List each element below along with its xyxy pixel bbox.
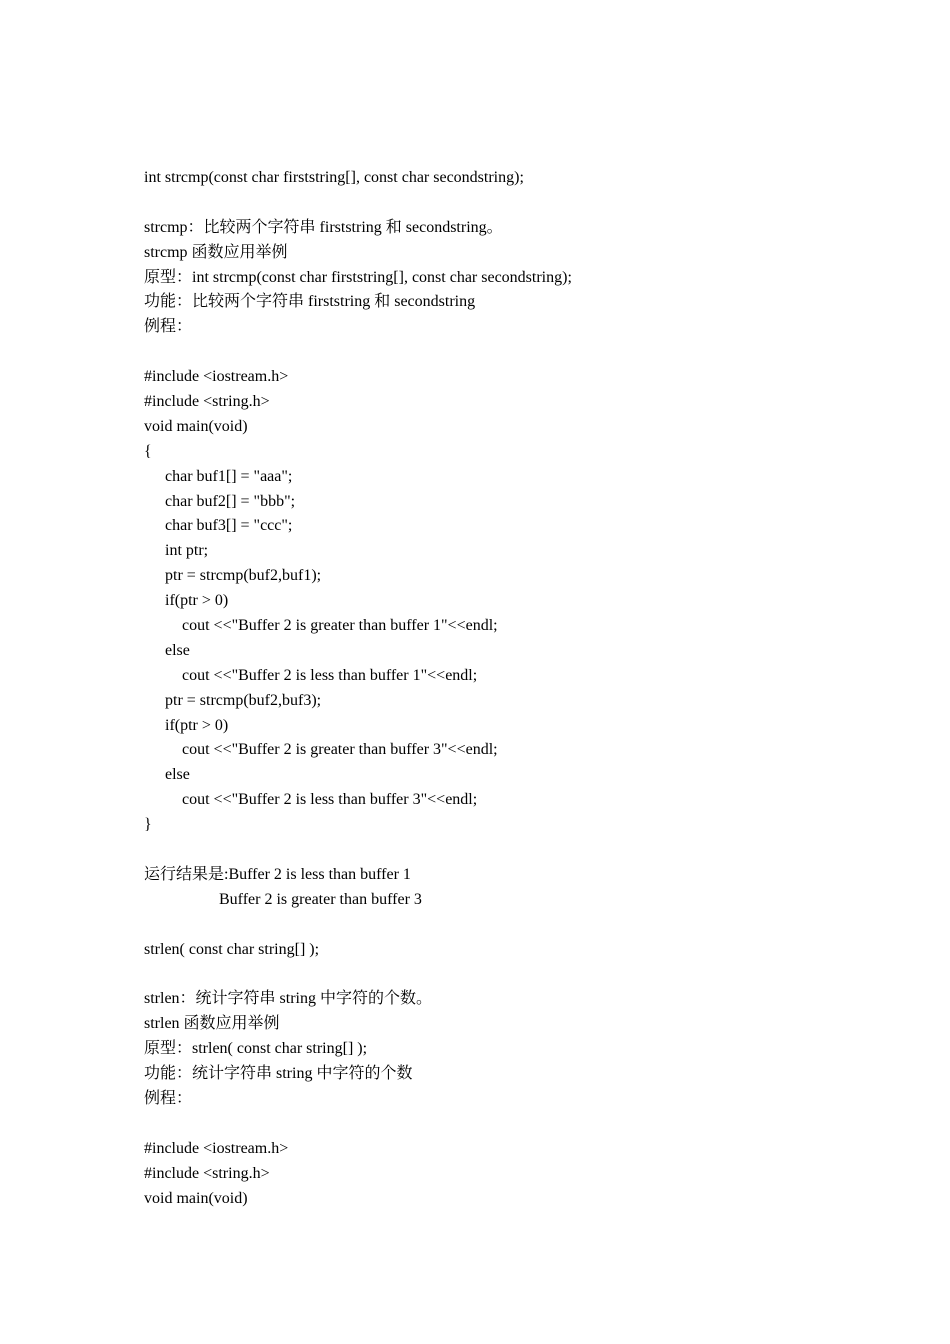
code-line: cout <<"Buffer 2 is less than buffer 3"<<endl; <box>182 791 478 809</box>
code-line: if(ptr > 0) <box>165 592 229 610</box>
document-content <box>144 166 904 1211</box>
strlen-example-label: 例程： <box>144 1089 193 1107</box>
code-line: else <box>165 766 190 784</box>
code-line: { <box>144 442 152 460</box>
code-line: cout <<"Buffer 2 is greater than buffer 3"<<endl; <box>182 741 498 759</box>
code-line: } <box>144 816 152 834</box>
code-line: ptr = strcmp(buf2,buf3); <box>165 691 322 709</box>
strcmp-description: strcmp：比较两个字符串 firststring 和 secondstring。 <box>144 218 503 236</box>
strlen-description: strlen：统计字符串 string 中字符的个数。 <box>144 990 432 1008</box>
result-line: 运行结果是:Buffer 2 is less than buffer 1 <box>144 865 411 883</box>
code-line: else <box>165 641 190 659</box>
strcmp-prototype: 原型：int strcmp(const char firststring[], const char secondstring); <box>144 268 572 286</box>
blank-line <box>144 838 904 863</box>
result-line: Buffer 2 is greater than buffer 3 <box>219 890 422 908</box>
strcmp-example-label: 例程： <box>144 318 193 336</box>
code-line: int ptr; <box>165 542 209 560</box>
code-line: #include <string.h> <box>144 1164 270 1182</box>
strlen-prototype: 原型：strlen( const char string[] ); <box>144 1040 368 1058</box>
strcmp-heading: strcmp 函数应用举例 <box>144 243 288 261</box>
strlen-signature: strlen( const char string[] ); <box>144 940 320 958</box>
strcmp-code-body <box>144 465 904 813</box>
code-line: #include <iostream.h> <box>144 1139 289 1157</box>
code-line: void main(void) <box>144 1189 248 1207</box>
code-line: cout <<"Buffer 2 is greater than buffer 1"<<endl; <box>182 617 498 635</box>
code-line: if(ptr > 0) <box>165 716 229 734</box>
blank-line <box>144 1112 904 1137</box>
strlen-heading: strlen 函数应用举例 <box>144 1015 280 1033</box>
strcmp-signature: int strcmp(const char firststring[], const char secondstring); <box>144 169 524 186</box>
code-line: #include <string.h> <box>144 393 270 411</box>
blank-line <box>144 963 904 988</box>
blank-line <box>144 191 904 216</box>
strcmp-function: 功能：比较两个字符串 firststring 和 secondstring <box>144 293 476 311</box>
code-line: void main(void) <box>144 417 248 435</box>
code-line: char buf2[] = "bbb"; <box>165 492 296 510</box>
code-line: char buf1[] = "aaa"; <box>165 467 293 485</box>
code-line: ptr = strcmp(buf2,buf1); <box>165 567 322 585</box>
code-line: char buf3[] = "ccc"; <box>165 517 293 535</box>
blank-line <box>144 913 904 938</box>
strlen-function: 功能：统计字符串 string 中字符的个数 <box>144 1065 413 1083</box>
blank-line <box>144 340 904 365</box>
code-line: cout <<"Buffer 2 is less than buffer 1"<<endl; <box>182 666 478 684</box>
code-line: #include <iostream.h> <box>144 368 289 386</box>
